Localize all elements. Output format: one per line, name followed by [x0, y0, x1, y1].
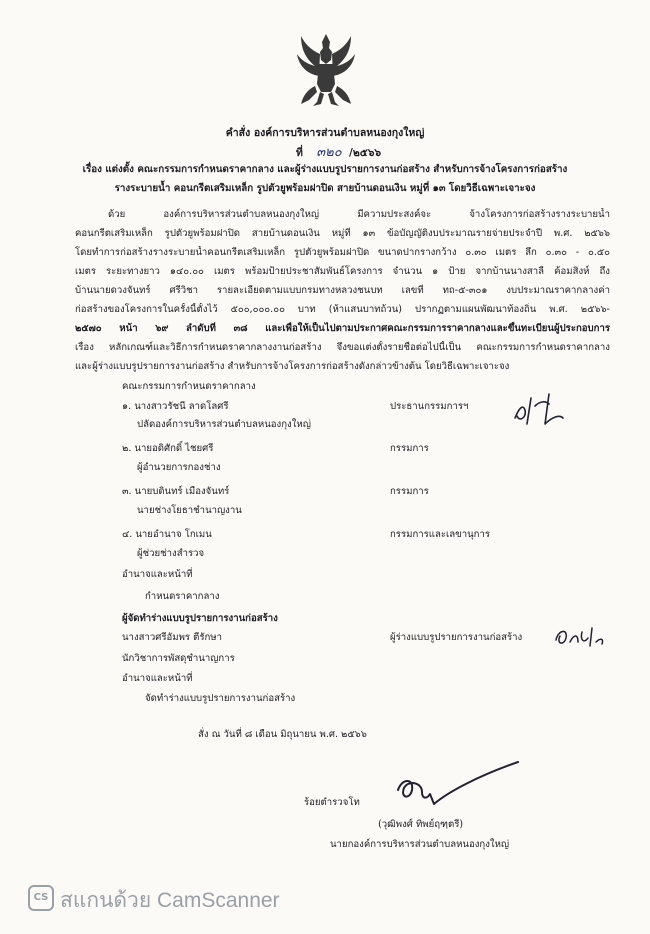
- camscanner-watermark: สแกนด้วย CamScanner: [60, 889, 280, 912]
- order-number-label: ที่: [296, 147, 303, 159]
- drafter-role: ผู้ร่างแบบรูปรายการงานก่อสร้าง: [390, 632, 523, 643]
- signer-signature: [378, 760, 528, 816]
- drafter-duty-text: จัดทำร่างแบบรูปรายการงานก่อสร้าง: [145, 693, 296, 704]
- body-line: บ้านนายดวงจันทร์ ศรีวิชา รายละเอียดตามแบบกรมทางหลวงชนบท เลขที่ ทถ-๕-๓๐๑ งบประมาณราคากลางค่า: [75, 285, 610, 296]
- committee-duty-label: อำนาจและหน้าที่: [122, 569, 193, 580]
- member-role: กรรมการและเลขานุการ: [390, 529, 491, 540]
- member-name: ๒. นายอดิศักดิ์ ไชยศรี: [122, 443, 214, 454]
- committee-heading: คณะกรรมการกำหนดราคากลาง: [122, 381, 256, 392]
- signer-rank: ร้อยตำรวจโท: [304, 797, 360, 808]
- drafter-position: นักวิชาการพัสดุชำนาญการ: [122, 653, 235, 664]
- drafter-heading: ผู้จัดทำร่างแบบรูปรายการงานก่อสร้าง: [122, 613, 278, 624]
- body-line: เรื่อง หลักเกณฑ์และวิธีการกำหนดราคากลางงานก่อสร้าง จึงขอแต่งตั้งรายชื่อต่อไปนี้เป็น คณะกรรมการกำหนดราคากลาง: [75, 342, 610, 353]
- garuda-emblem-icon: [293, 30, 359, 112]
- camscanner-logo-icon: CS: [28, 885, 54, 911]
- member-name: ๓. นายบดินทร์ เมืองจันทร์: [122, 486, 230, 497]
- order-title: คำสั่ง องค์การบริหารส่วนตำบลหนองกุงใหญ่: [225, 127, 425, 139]
- member-position: ปลัดองค์การบริหารส่วนตำบลหนองกุงใหญ่: [137, 419, 311, 430]
- signer-title: นายกองค์การบริหารส่วนตำบลหนองกุงใหญ่: [330, 839, 510, 850]
- drafter-duty-label: อำนาจและหน้าที่: [122, 673, 193, 684]
- chairman-signature: [505, 388, 575, 430]
- body-line: โดยทำการก่อสร้างรางระบายน้ำคอนกรีตเสริมเหล็ก รูปตัวยูพร้อมฝาปิด ขนาดปากรางกว้าง ๐.๓๐ เมตร ลึก ๐.๓๐ - ๐.๕๐: [75, 247, 610, 258]
- member-position: ผู้อำนวยการกองช่าง: [137, 462, 221, 473]
- order-date: สั่ง ณ วันที่ ๘ เดือน มิถุนายน พ.ศ. ๒๕๖๖: [198, 729, 367, 740]
- body-line: คอนกรีตเสริมเหล็ก รูปตัวยูพร้อมฝาปิด สายบ้านดอนเงิน หมู่ที่ ๑๓ ข้อบัญญัติงบประมาณรายจ่ายประจำปี พ.ศ. ๒๕๖๖: [75, 228, 610, 239]
- member-role: กรรมการ: [390, 486, 429, 497]
- member-role: ประธานกรรมการฯ: [390, 401, 469, 412]
- member-position: นายช่างโยธาชำนาญงาน: [137, 505, 242, 516]
- body-line: ๒๕๗๐ หน้า ๖๙ ลำดับที่ ๓๘ และเพื่อให้เป็นไปตามประกาศคณะกรรมการราคากลางและขึ้นทะเบียนผู้ประกอบการ: [75, 323, 610, 334]
- subject-line-1: เรื่อง แต่งตั้ง คณะกรรมการกำหนดราคากลาง และผู้ร่างแบบรูปรายการงานก่อสร้าง สำหรับการจ้างโครงการก่อสร้าง: [82, 164, 568, 175]
- body-line: ด้วย องค์การบริหารส่วนตำบลหนองกุงใหญ่ มีความประสงค์จะ จ้างโครงการก่อสร้างรางระบายน้ำ: [108, 209, 610, 220]
- member-name: ๑. นางสาวรัชนี ลาดโลศรี: [122, 401, 229, 412]
- member-position: ผู้ช่วยช่างสำรวจ: [137, 548, 205, 559]
- member-role: กรรมการ: [390, 443, 429, 454]
- order-number-handwritten: ๓๒๐: [316, 145, 342, 160]
- drafter-signature: [550, 618, 610, 652]
- committee-duty-text: กำหนดราคากลาง: [145, 591, 220, 602]
- body-line: เมตร ระยะทางยาว ๑๔๐.๐๐ เมตร พร้อมป้ายประชาสัมพันธ์โครงการ จำนวน ๑ ป้าย จากบ้านนางสาลี ค้อมสิงห์ ถึง: [75, 266, 610, 277]
- signer-name: (วุฒิพงศ์ ทิพย์ฤฑฺตรี): [378, 819, 464, 830]
- order-number: [296, 141, 381, 162]
- body-line: ก่อสร้างของโครงการในครั้งนี้ตั้งไว้ ๕๐๐,๐๐๐.๐๐ บาท (ห้าแสนบาทถ้วน) ปรากฏตามแผนพัฒนาท้องถิ่น พ.ศ. ๒๕๖๖-: [75, 304, 610, 315]
- member-name: ๔. นายอำนาจ โกเมน: [122, 529, 212, 540]
- subject-line-2: รางระบายน้ำ คอนกรีตเสริมเหล็ก รูปตัวยูพร้อมฝาปิด สายบ้านดอนเงิน หมู่ที่ ๑๓ โดยวิธีเฉพาะเจาะจง: [114, 183, 536, 194]
- body-line: และผู้ร่างแบบรูปรายการงานก่อสร้าง สำหรับการจ้างโครงการก่อสร้างดังกล่าวข้างต้น โดยวิธีเฉพาะเจาะจง: [75, 361, 510, 372]
- order-number-suffix: /๒๕๖๖: [349, 147, 382, 159]
- drafter-name: นางสาวศรีอัมพร ตีรักษา: [122, 632, 223, 643]
